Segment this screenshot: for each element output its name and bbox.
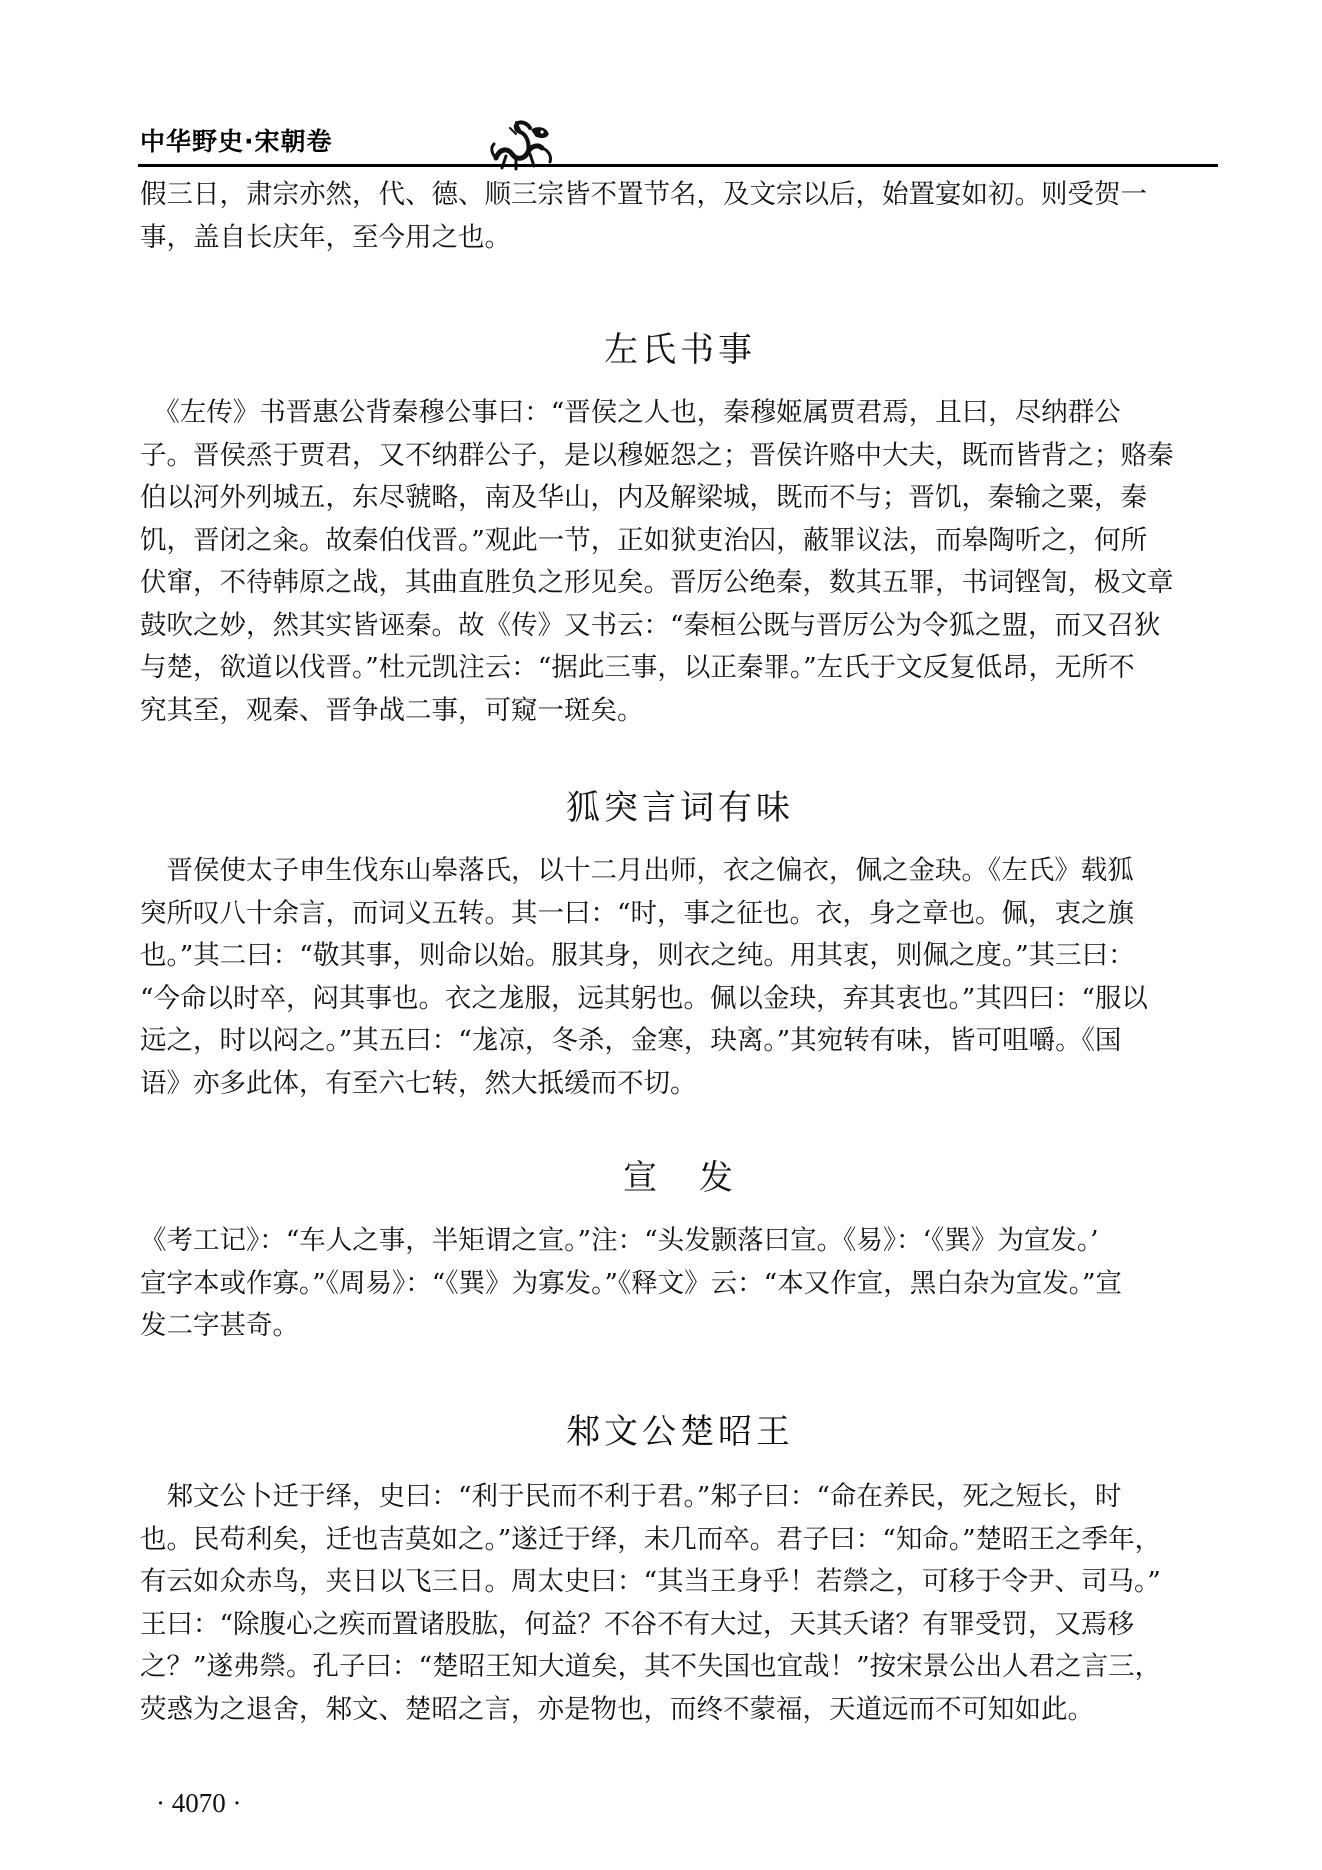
section-text-zhuwen: 邾文公卜迁于绎，史曰：“利于民而不利于君。”邾子曰：“命在养民，死之短长，时 也。民苟利矣，迁也吉莫如之。”遂迁于绎，未几而卒。君子曰：“知命。”楚昭王之季年， 有云如众赤鸟，夹日以飞三日。周太史曰：“其当王身乎！若禜之，可移于令尹、司马。” 王曰：“除腹心之疾而置诸股肱，何益？不谷不有大过，天其夭诸？有罪受罚，又焉移 之？”遂弗禜。孔子曰：“楚昭王知大道矣，其不失国也宜哉！”按宋景公出人君之言三， 荧惑为之退舍，邾文、楚昭之言，亦是物也，而终不蒙福，天道远而不可知如此。 [140, 1481, 1162, 1725]
section-text-xuanfa: 《考工记》：“车人之事，半矩谓之宣。”注：“头发颢落曰宣。《易》：‘《巽》为宣发。’ 宣字本或作寡。”《周易》：“《巽》为寡发。”《释文》云：“本又作宣，黑白杂为宣发。”宣 发二字甚奇。 [140, 1225, 1122, 1341]
intro-paragraph: 假三日，肃宗亦然，代、德、顺三宗皆不置节名，及文宗以后，始置宴如初。则受贺一 事，盖自长庆年，至今用之也。 [140, 179, 1147, 253]
page-number: · 4070 · [156, 1788, 242, 1818]
header-rule [138, 164, 1218, 167]
section-heading-zhuwen: 邾文公楚昭王 [566, 1412, 794, 1452]
section-heading-zuoshi: 左氏书事 [604, 330, 756, 370]
section-text-hutu: 晋侯使太子申生伐东山皋落氏，以十二月出师，衣之偏衣，佩之金玦。《左氏》载狐 突所叹八十余言，而词义五转。其一曰：“时，事之征也。衣，身之章也。佩，衷之旗 也。”其二曰：“敬其事，则命以始。服其身，则衣之纯。用其衷，则佩之度。”其三曰： “今命以时卒，闷其事也。衣之尨服，远其躬也。佩以金玦，弃其衷也。”其四曰：“服以 远之，时以闷之。”其五曰：“尨凉，冬杀，金寒，玦离。”其宛转有味，皆可咀嚼。《国 语》亦多此体，有至六七转，然大抵缓而不切。 [140, 855, 1148, 1099]
running-head-title: 中华野史·宋朝卷 [140, 127, 333, 156]
section-heading-xuanfa: 宣 发 [623, 1158, 737, 1198]
section-text-zuoshi: 《左传》书晋惠公背秦穆公事曰：“晋侯之人也，秦穆姬属贾君焉，且曰，尽纳群公 子。晋侯烝于贾君，又不纳群公子，是以穆姬怨之；晋侯许赂中大夫，既而皆背之；赂秦 伯以河外列城五，东尽虢略，南及华山，内及解梁城，既而不与；晋饥，秦输之粟，秦 饥，晋闭之籴。故秦伯伐晋。”观此一节，正如狱吏治囚，蔽罪议法，而皋陶听之，何所 伏窜，不待韩原之战，其曲直胜负之形见矣。晋厉公绝秦，数其五罪，书词铿訇，极文章 鼓吹之妙，然其实皆诬秦。故《传》又书云：“秦桓公既与晋厉公为令狐之盟，而又召狄 与楚，欲道以伐晋。”杜元凯注云：“据此三事，以正秦罪。”左氏于文反复低昂，无所不 究其至，观秦、晋争战二事，可窥一斑矣。 [140, 397, 1174, 726]
section-heading-hutu: 狐突言词有味 [566, 788, 794, 828]
